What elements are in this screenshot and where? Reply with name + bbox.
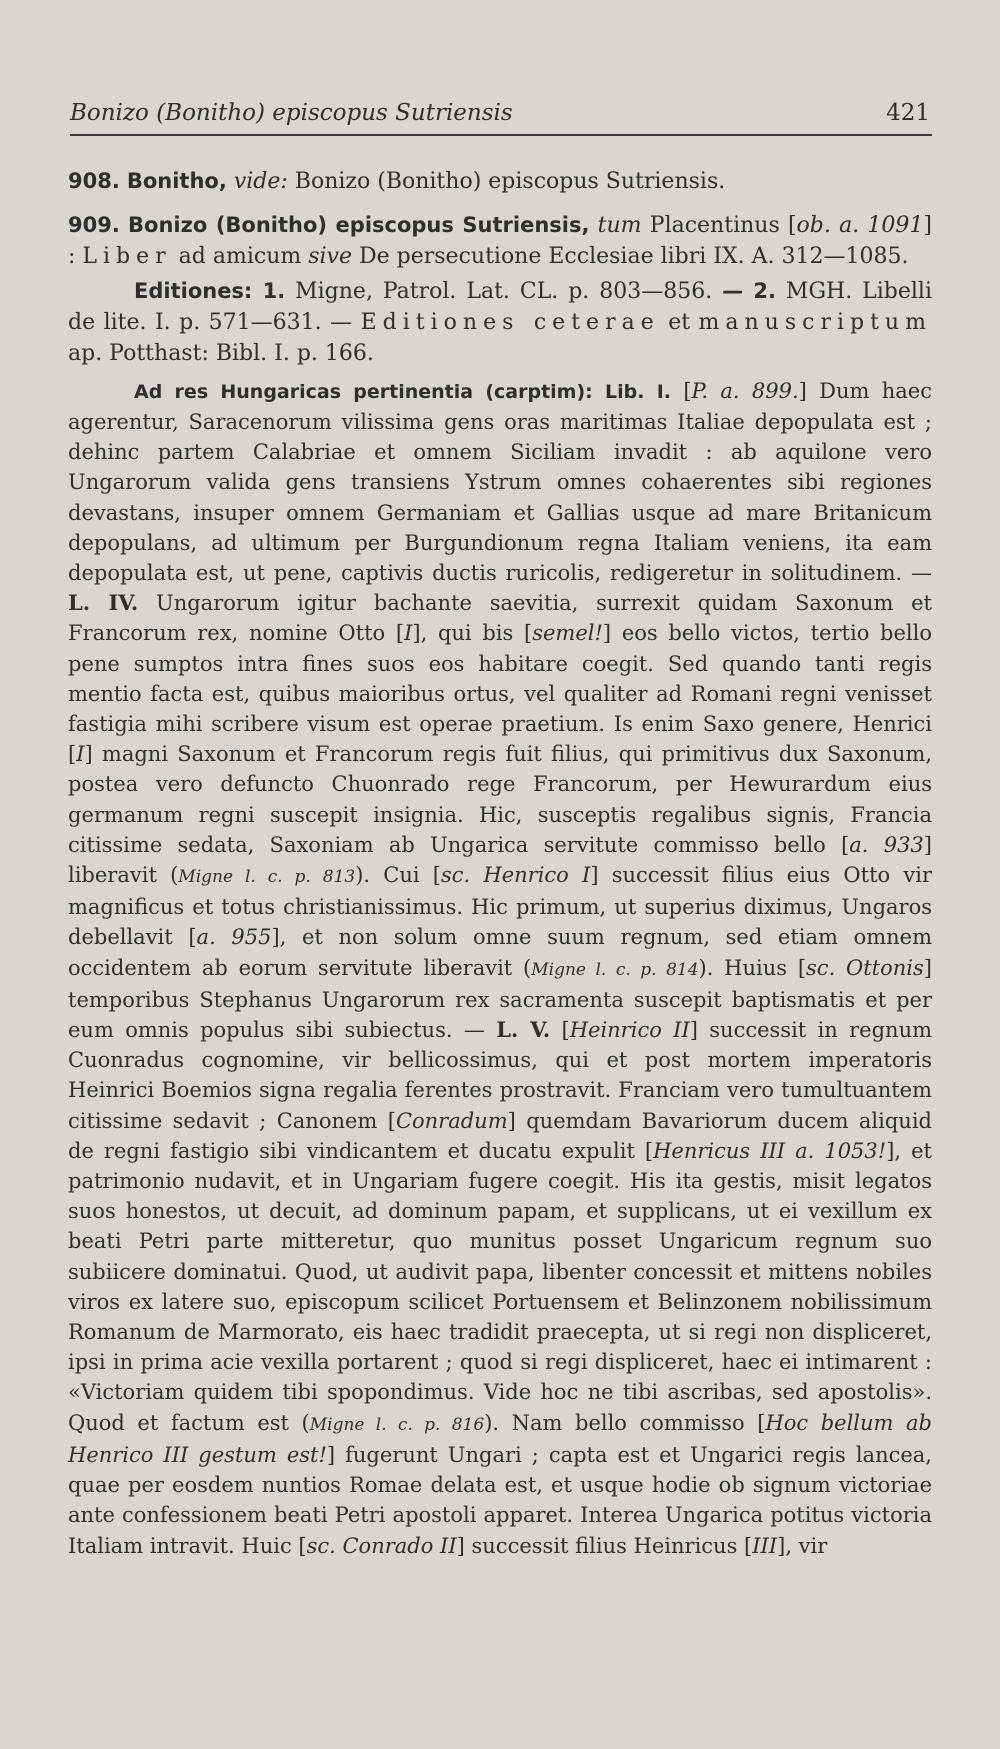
editor-note: Conradum bbox=[395, 1108, 508, 1133]
entry-908 bbox=[68, 166, 932, 198]
editor-note: Henricus III a. 1053! bbox=[653, 1138, 887, 1163]
entry-number: 908. bbox=[68, 169, 120, 193]
editor-note: semel! bbox=[532, 621, 603, 646]
separator: ] : bbox=[68, 212, 932, 269]
page-number: 421 bbox=[886, 100, 930, 126]
editiones-ceterae: Editiones ceterae bbox=[360, 310, 660, 336]
text: ] successit filius Heinricus [ bbox=[456, 1533, 753, 1558]
death-date: ob. a. 1091 bbox=[796, 212, 924, 238]
header-rule bbox=[70, 134, 932, 136]
et-word: et bbox=[659, 310, 699, 336]
edition-mgh: MGH. Libelli de lite. I. p. 571—631. — bbox=[68, 279, 933, 336]
text: ] magni Saxonum et Francorum regis fuit filius, qui primitivus dux Saxonum, postea vero defuncto Chuonrado rege Francorum, per Hewurardum eius germanum regni suscepit insignia. Hic, susceptis regalibus signis, Francia citissime sedata, Saxoniam ab Ungarica servitute commisso bello [ bbox=[68, 742, 932, 857]
text: ). Huius [ bbox=[698, 955, 807, 980]
editor-note: sc. Ottonis bbox=[806, 955, 924, 980]
editor-note: sc. Conrado II bbox=[306, 1533, 457, 1558]
entry-lemma: Bonitho, bbox=[126, 169, 227, 193]
editor-note: I bbox=[76, 742, 85, 767]
cross-ref-label: vide: bbox=[233, 169, 288, 194]
migne-ref: Migne l. c. p. 816 bbox=[309, 1414, 485, 1435]
work-title-text: ad amicum bbox=[171, 243, 309, 269]
editor-note: I bbox=[404, 621, 413, 646]
editor-note: III bbox=[752, 1533, 778, 1558]
book-marker: L. IV. bbox=[68, 590, 139, 616]
text: ] fugerunt Ungari ; capta est et Ungarici regis lancea, quae per eosdem nuntios Romae delata est, et usque hodie ob signum victoriae ante confessionem beati Petri apostoli apparet. Interea Ungarica potitus victoria Italiam intravit. Huic [ bbox=[68, 1442, 932, 1558]
text: ] successit filius eius Otto vir magnificus et totus christianissimus. Hic primum, ut superius diximus, Ungaros debellavit [ bbox=[68, 863, 932, 950]
editiones-paragraph bbox=[68, 276, 932, 369]
text: ] Dum haec agerentur, Saracenorum vilissima gens oras maritimas Italiae depopulata est ; dehinc partem Calabriae et omnem Siciliam invadit : ab aquilone vero Ungarorum valida gens transiens Ystrum omnes cohaerentes sibi regiones devastans, insuper omnem Germaniam et Gallias usque ad mare Britanicum depopulans, ad ultimum per Burgundionum regna Italiam veniens, ita eam depopulata est, ut pene, captivis ductis ruricolis, redigeretur in solitudinem. — bbox=[68, 378, 932, 585]
hungarica-heading: Ad res Hungaricas pertinentia (carptim): Lib. I. bbox=[134, 380, 671, 403]
editiones-label: Editiones: 1. bbox=[134, 279, 286, 304]
work-title-rest: De persecutione Ecclesiae libri IX. A. 312—1085. bbox=[352, 243, 909, 269]
text: ], et non solum omne suum regnum, sed etiam omnem occidentem ab eorum servitute liberavit ( bbox=[68, 925, 932, 980]
text: [ bbox=[550, 1018, 570, 1043]
entry-lemma: Bonizo (Bonitho) episcopus Sutriensis, bbox=[128, 212, 590, 237]
editor-note: Hoc bellum ab Henrico III gestum est! bbox=[68, 1410, 932, 1467]
text: ). Nam bello commisso [ bbox=[484, 1410, 766, 1435]
text: ). Cui [ bbox=[355, 863, 441, 888]
entry-number: 909. bbox=[68, 212, 120, 237]
work-title-liber: Liber bbox=[82, 243, 172, 269]
hungarica-paragraph bbox=[68, 376, 932, 1561]
text: ] temporibus Stephanus Ungarorum rex sacramenta suscepit baptismatis et per eum omnis populus sibi subiectus. — bbox=[68, 955, 932, 1043]
potthast-ref: ap. Potthast: Bibl. I. p. 166. bbox=[68, 340, 374, 366]
text: [ bbox=[671, 378, 692, 403]
migne-ref: Migne l. c. p. 813 bbox=[178, 867, 356, 888]
edition-migne: Migne, Patrol. Lat. CL. p. 803—856. bbox=[285, 279, 723, 305]
placentinus-text: Placentinus [ bbox=[641, 212, 797, 238]
text: ], qui bis [ bbox=[412, 621, 533, 646]
date-note: a. 955 bbox=[196, 925, 272, 950]
text: ] successit in regnum Cuonradus cognomine, vir bellicossimus, qui et post mortem imperatoris Heinrici Boemios signa regalia ferentes prostravit. Franciam vero tumultuantem citissime sedavit ; Canonem [ bbox=[68, 1018, 933, 1133]
date-note: a. 933 bbox=[849, 832, 924, 857]
text: ] eos bello victos, tertio bello pene sumptos intra fines suos eos habitare coegit. Sed quando tanti regis mentio facta est, quibus maioribus ortus, vel qualiter ad Romani regni venisset fastigia mihi scribere visum est operae praetium. Is enim Saxo genere, Henrici [ bbox=[68, 621, 932, 767]
text: ] quemdam Bavariorum ducem aliquid de regni fastigio sibi vindicantem et ducatu expulit [ bbox=[68, 1108, 932, 1163]
date-note: P. a. 899. bbox=[691, 378, 799, 403]
text: ] liberavit ( bbox=[68, 832, 932, 888]
body-text bbox=[68, 166, 932, 1561]
manuscriptum-word: manuscriptum bbox=[698, 310, 932, 336]
editor-note: Heinrico II bbox=[569, 1018, 690, 1043]
edition-number-2: — 2. bbox=[722, 279, 776, 304]
editor-note: sc. Henrico I bbox=[440, 863, 591, 888]
migne-ref: Migne l. c. p. 814 bbox=[531, 959, 699, 980]
cross-ref-target: Bonizo (Bonitho) episcopus Sutriensis. bbox=[287, 169, 726, 194]
book-marker: L. V. bbox=[496, 1017, 551, 1043]
text: ], vir bbox=[777, 1533, 828, 1558]
text: Ungarorum igitur bachante saevitia, surrexit quidam Saxonum et Francorum rex, nomine Otto [ bbox=[68, 591, 933, 646]
tum-word: tum bbox=[597, 212, 642, 238]
entry-909 bbox=[68, 210, 932, 273]
running-head bbox=[70, 100, 930, 126]
running-head-title: Bonizo (Bonitho) episcopus Sutriensis bbox=[70, 100, 513, 126]
sive-word: sive bbox=[308, 243, 352, 269]
text: ], et patrimonio nudavit, et in Ungariam fugere coegit. His ita gestis, misit legatos suos honestos, ut decuit, ad dominum papam, et supplicans, ut ei vexillum ex beati Petri parte mitteretur, quo munitus posset Ungaricum regnum suo subiicere dominatui. Quod, ut audivit papa, libenter concessit et mittens nobiles viros ex latere suo, episcopum scilicet Portuensem et Belinzonem nobilissimum Romanum de Marmorato, eis haec tradidit praecepta, ut si regi non displiceret, ipsi in prima acie vexilla portarent ; quod si regi displiceret, haec ei intimarent : «Victoriam quidem tibi spopondimus. Vide hoc ne tibi ascribas, sed apostolis». Quod et factum est ( bbox=[68, 1138, 932, 1435]
